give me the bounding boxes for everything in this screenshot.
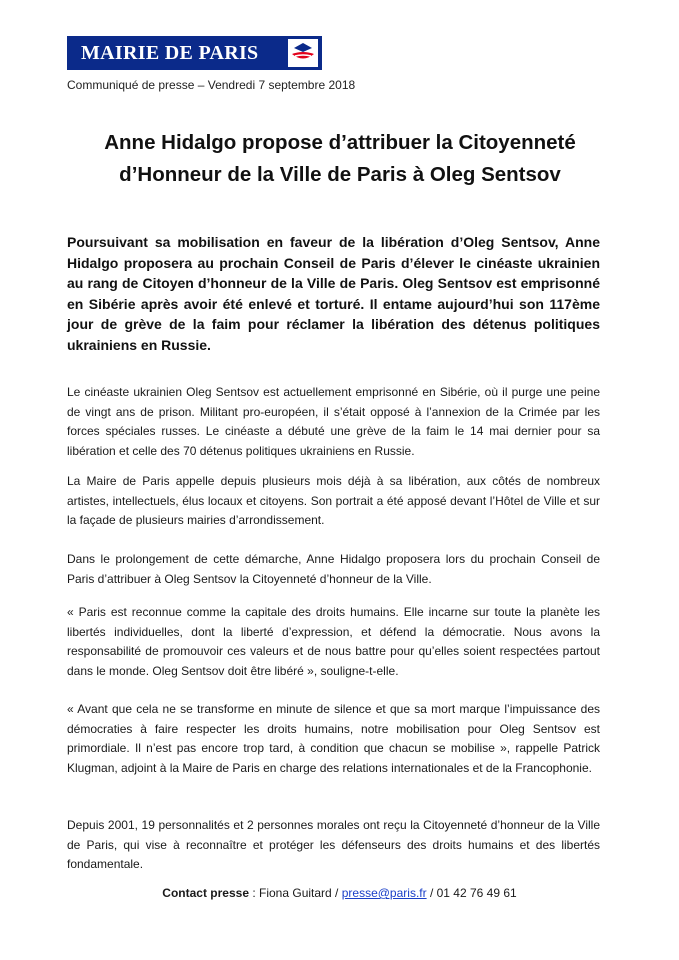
paris-ship-emblem-icon [288,39,318,67]
contact-phone: 01 42 76 49 61 [436,886,517,900]
title-line-1: Anne Hidalgo propose d’attribuer la Citoyenneté [104,131,576,154]
logo-text: MAIRIE DE PARIS [81,41,259,64]
contact-label: Contact presse [162,886,249,900]
closing-paragraph: Depuis 2001, 19 personnalités et 2 personnes morales ont reçu la Citoyenneté d’honneur de la Ville de Paris, qui vise à reconnaître et protéger les défenseurs des droits humains et des libertés fondamentale. [67,818,600,871]
quote-paragraph-1: « Paris est reconnue comme la capitale des droits humains. Elle incarne sur toute la planète les libertés individuelles, dont la liberté d’expression, et défend la démocratie. Nous avons la responsabilité de promouvoir ces valeurs et de nous battre pour qu’elles soient respectées partout dans le monde. Oleg Sentsov doit être libéré », souligne-t-elle. [67,605,600,678]
contact-name: Fiona Guitard [259,886,332,900]
press-release-date: Communiqué de presse – Vendredi 7 septembre 2018 [67,78,356,92]
body-paragraph-3: Dans le prolongement de cette démarche, Anne Hidalgo proposera lors du prochain Conseil de Paris d’attribuer à Oleg Sentsov la Citoyenneté d’honneur de la Ville. [67,552,600,586]
mairie-de-paris-logo [67,36,322,70]
body-paragraph-1: Le cinéaste ukrainien Oleg Sentsov est actuellement emprisonné en Sibérie, où il purge une peine de vingt ans de prison. Militant pro-européen, il s’était opposé à l’annexion de la Crimée par les forces spéciales russes. Le cinéaste a débuté une grève de la faim le 14 mai dernier pour sa libération et celle des 70 détenus politiques ukrainiens en Russie. [67,385,600,458]
lead-paragraph: Poursuivant sa mobilisation en faveur de la libération d’Oleg Sentsov, Anne Hidalgo proposera au prochain Conseil de Paris d’élever le cinéaste ukrainien au rang de Citoyen d’honneur de la Ville de Paris. Oleg Sentsov est emprisonné en Sibérie après avoir été enlevé et torturé. Il entame aujourd’hui son 117ème jour de grève de la faim pour réclamer la libération des détenus politiques ukrainiens en Russie. [67,234,600,353]
contact-separator: / [426,886,437,900]
body-paragraph-2: La Maire de Paris appelle depuis plusieurs mois déjà à sa libération, aux côtés de nombreux artistes, intellectuels, élus locaux et citoyens. Son portrait a été apposé devant l’Hôtel de Ville et sur la façade de plusieurs mairies d’arrondissement. [67,474,600,527]
title-line-2: d’Honneur de la Ville de Paris à Oleg Sentsov [119,163,561,186]
press-contact [0,886,679,900]
contact-email-link[interactable]: presse@paris.fr [341,886,427,900]
page-title [60,127,620,191]
quote-paragraph-2: « Avant que cela ne se transforme en minute de silence et que sa mort marque l’impuissance des démocraties à faire respecter les droits humains, notre mobilisation pour Oleg Sentsov est primordiale. Il n’est pas encore trop tard, à condition que chacun se mobilise », rappelle Patrick Klugman, adjoint à la Maire de Paris en charge des relations internationales et de la Francophonie. [67,702,600,775]
contact-separator: / [331,886,342,900]
contact-separator: : [249,886,260,900]
